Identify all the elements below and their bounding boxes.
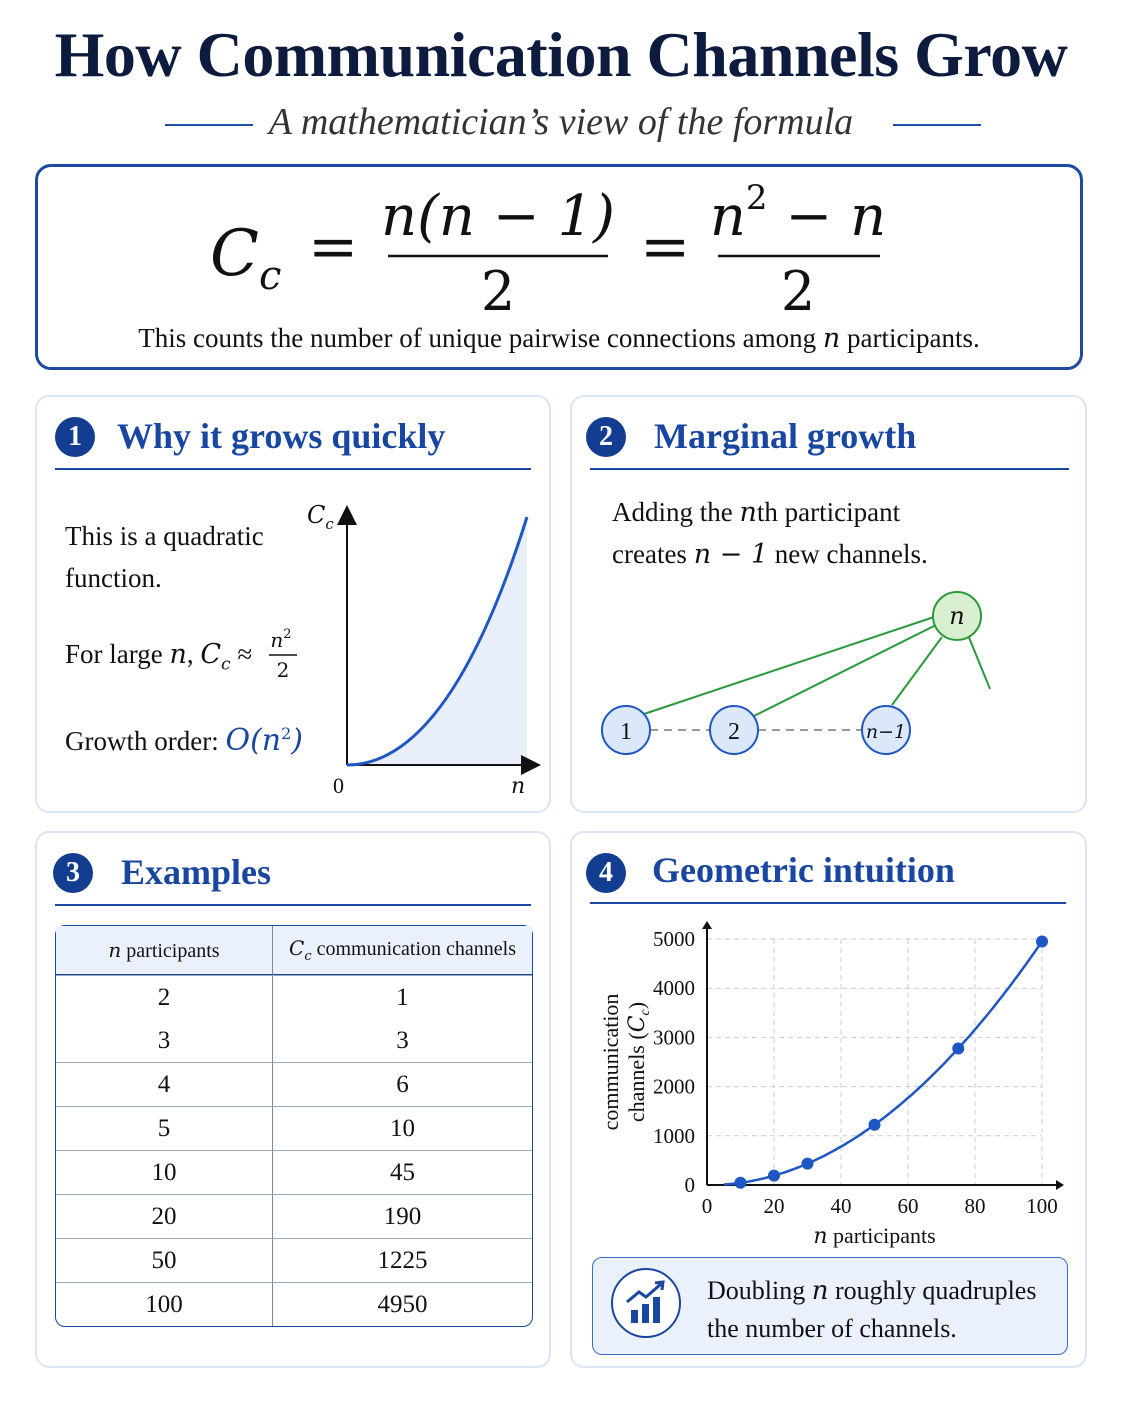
cell-participants: 5 (56, 1106, 273, 1150)
data-point (768, 1170, 780, 1182)
card-title: Marginal growth (654, 416, 917, 456)
x-tick-label: 100 (1026, 1194, 1058, 1218)
curve-area (347, 517, 527, 765)
svg-text:n2: $n^2$ (270, 627, 292, 652)
data-point (869, 1119, 881, 1131)
marginal-text-2: creates n − 1 new channels. (612, 539, 928, 570)
cell-participants: 4 (56, 1062, 273, 1106)
quadratic-text-2: function. (65, 563, 162, 593)
card-rule (55, 904, 531, 906)
cell-participants: 100 (56, 1282, 273, 1326)
y-tick-label: 4000 (653, 976, 695, 1001)
card-marginal (570, 395, 1087, 813)
quadratic-graph (309, 497, 539, 807)
svg-text:2: 2 (276, 658, 290, 682)
y-tick-label: 3000 (653, 1025, 695, 1050)
x-tick-label: 40 (830, 1194, 852, 1218)
examples-table (55, 925, 533, 1327)
card-title: Why it grows quickly (117, 416, 446, 456)
card-number-badge: 2 (586, 417, 626, 457)
header-participants: n participants (56, 926, 273, 975)
card-title: Examples (121, 852, 272, 892)
x-axis-arrow (1056, 1180, 1064, 1190)
card-number-badge: 3 (53, 853, 93, 893)
table-row (56, 1194, 532, 1238)
marginal-text-1: Adding the nth participant (612, 497, 901, 528)
graph-origin: 0 (333, 773, 344, 798)
data-point (802, 1158, 814, 1170)
page-title: How Communication Channels Grow (54, 19, 1068, 90)
cell-channels: 1225 (273, 1238, 532, 1282)
card-rule (590, 902, 1066, 904)
card-number-badge: 1 (55, 417, 95, 457)
formula-eq-1: = (308, 212, 359, 282)
svg-text:n: n (949, 602, 965, 630)
cell-participants: 50 (56, 1238, 273, 1282)
subtitle-rule-right (893, 124, 981, 126)
x-axis-label: n participants (813, 1223, 936, 1249)
new-channel-edge (968, 635, 990, 689)
formula-frac2-num: $n^2 - n$ (709, 178, 887, 249)
data-point (735, 1177, 747, 1189)
y-tick-label: 0 (684, 1173, 695, 1197)
formula-box (35, 164, 1083, 370)
table-row (56, 1106, 532, 1150)
svg-text:n−1: n−1 (865, 721, 907, 743)
header-channels: $C_c$ communication channels (273, 926, 532, 975)
approx-fraction (263, 625, 303, 689)
cell-participants: 2 (56, 975, 273, 1019)
x-tick-label: 60 (897, 1194, 919, 1218)
growth-order-text: Growth order: $O(n^2)$ (65, 723, 303, 758)
x-tick-label: 80 (964, 1194, 986, 1218)
y-tick-label: 2000 (653, 1074, 695, 1099)
new-channel-edge (752, 625, 936, 717)
formula-frac1-num: n(n − 1) (381, 184, 615, 249)
cell-channels: 190 (273, 1194, 532, 1238)
large-n-text: For large n, $C_c$ ≈ (65, 639, 253, 675)
page-subtitle: A mathematician’s view of the formula (268, 101, 854, 143)
y-tick-label: 1000 (653, 1123, 695, 1148)
big-o-value: $O(n^2)$ (225, 723, 303, 758)
cell-channels: 10 (273, 1106, 532, 1150)
svg-text:1: 1 (620, 719, 632, 745)
svg-text:Cc (210, 217, 281, 299)
table-row (56, 1062, 532, 1106)
trending-up-chart-icon (611, 1268, 681, 1338)
subtitle-row (0, 100, 1122, 150)
card-number-badge: 4 (586, 853, 626, 893)
cell-participants: 20 (56, 1194, 273, 1238)
callout-text: Doubling n roughly quadruples the number of channels. (707, 1276, 1037, 1343)
table-row (56, 1282, 532, 1326)
node-diagram (572, 577, 1085, 767)
cell-participants: 10 (56, 1150, 273, 1194)
formula-frac2-den: 2 (780, 260, 816, 323)
y-axis-arrow (702, 921, 712, 929)
main-formula (38, 167, 1080, 323)
cell-participants: 3 (56, 1019, 273, 1062)
y-axis-label: communicationchannels $(C_c)$ (598, 993, 653, 1131)
graph-y-label: $C_c$ (307, 501, 334, 533)
y-tick-label: 5000 (653, 927, 695, 951)
channels-chart (572, 911, 1085, 1253)
graph-x-label: n (511, 774, 526, 799)
cell-channels: 45 (273, 1150, 532, 1194)
card-geometric (570, 831, 1087, 1368)
card-growth (35, 395, 551, 813)
formula-lhs-sub: c (258, 253, 282, 299)
doubling-callout (592, 1257, 1068, 1355)
cell-channels: 4950 (273, 1282, 532, 1326)
cell-channels: 6 (273, 1062, 532, 1106)
quadratic-text-1: This is a quadratic (65, 521, 264, 551)
cell-channels: 3 (396, 1026, 409, 1054)
formula-eq-2: = (640, 212, 691, 282)
table-row (56, 1150, 532, 1194)
card-examples (35, 831, 551, 1368)
new-channel-edge (892, 637, 942, 705)
data-point (1036, 935, 1048, 947)
table-row (56, 975, 532, 1019)
series-line (724, 942, 1042, 1185)
card-rule (590, 468, 1069, 470)
table-row (56, 1019, 532, 1062)
card-rule (55, 468, 531, 470)
formula-note: This counts the number of unique pairwise connections among n participants. (138, 323, 980, 354)
formula-lhs: C (210, 217, 259, 291)
formula-frac1-den: 2 (480, 260, 516, 323)
x-tick-label: 20 (763, 1194, 785, 1218)
table-row (56, 1238, 532, 1282)
data-point (952, 1042, 964, 1054)
svg-text:2: 2 (728, 719, 740, 745)
cell-channels: 1 (273, 975, 532, 1019)
x-tick-label: 0 (701, 1194, 713, 1218)
card-title: Geometric intuition (652, 850, 955, 890)
